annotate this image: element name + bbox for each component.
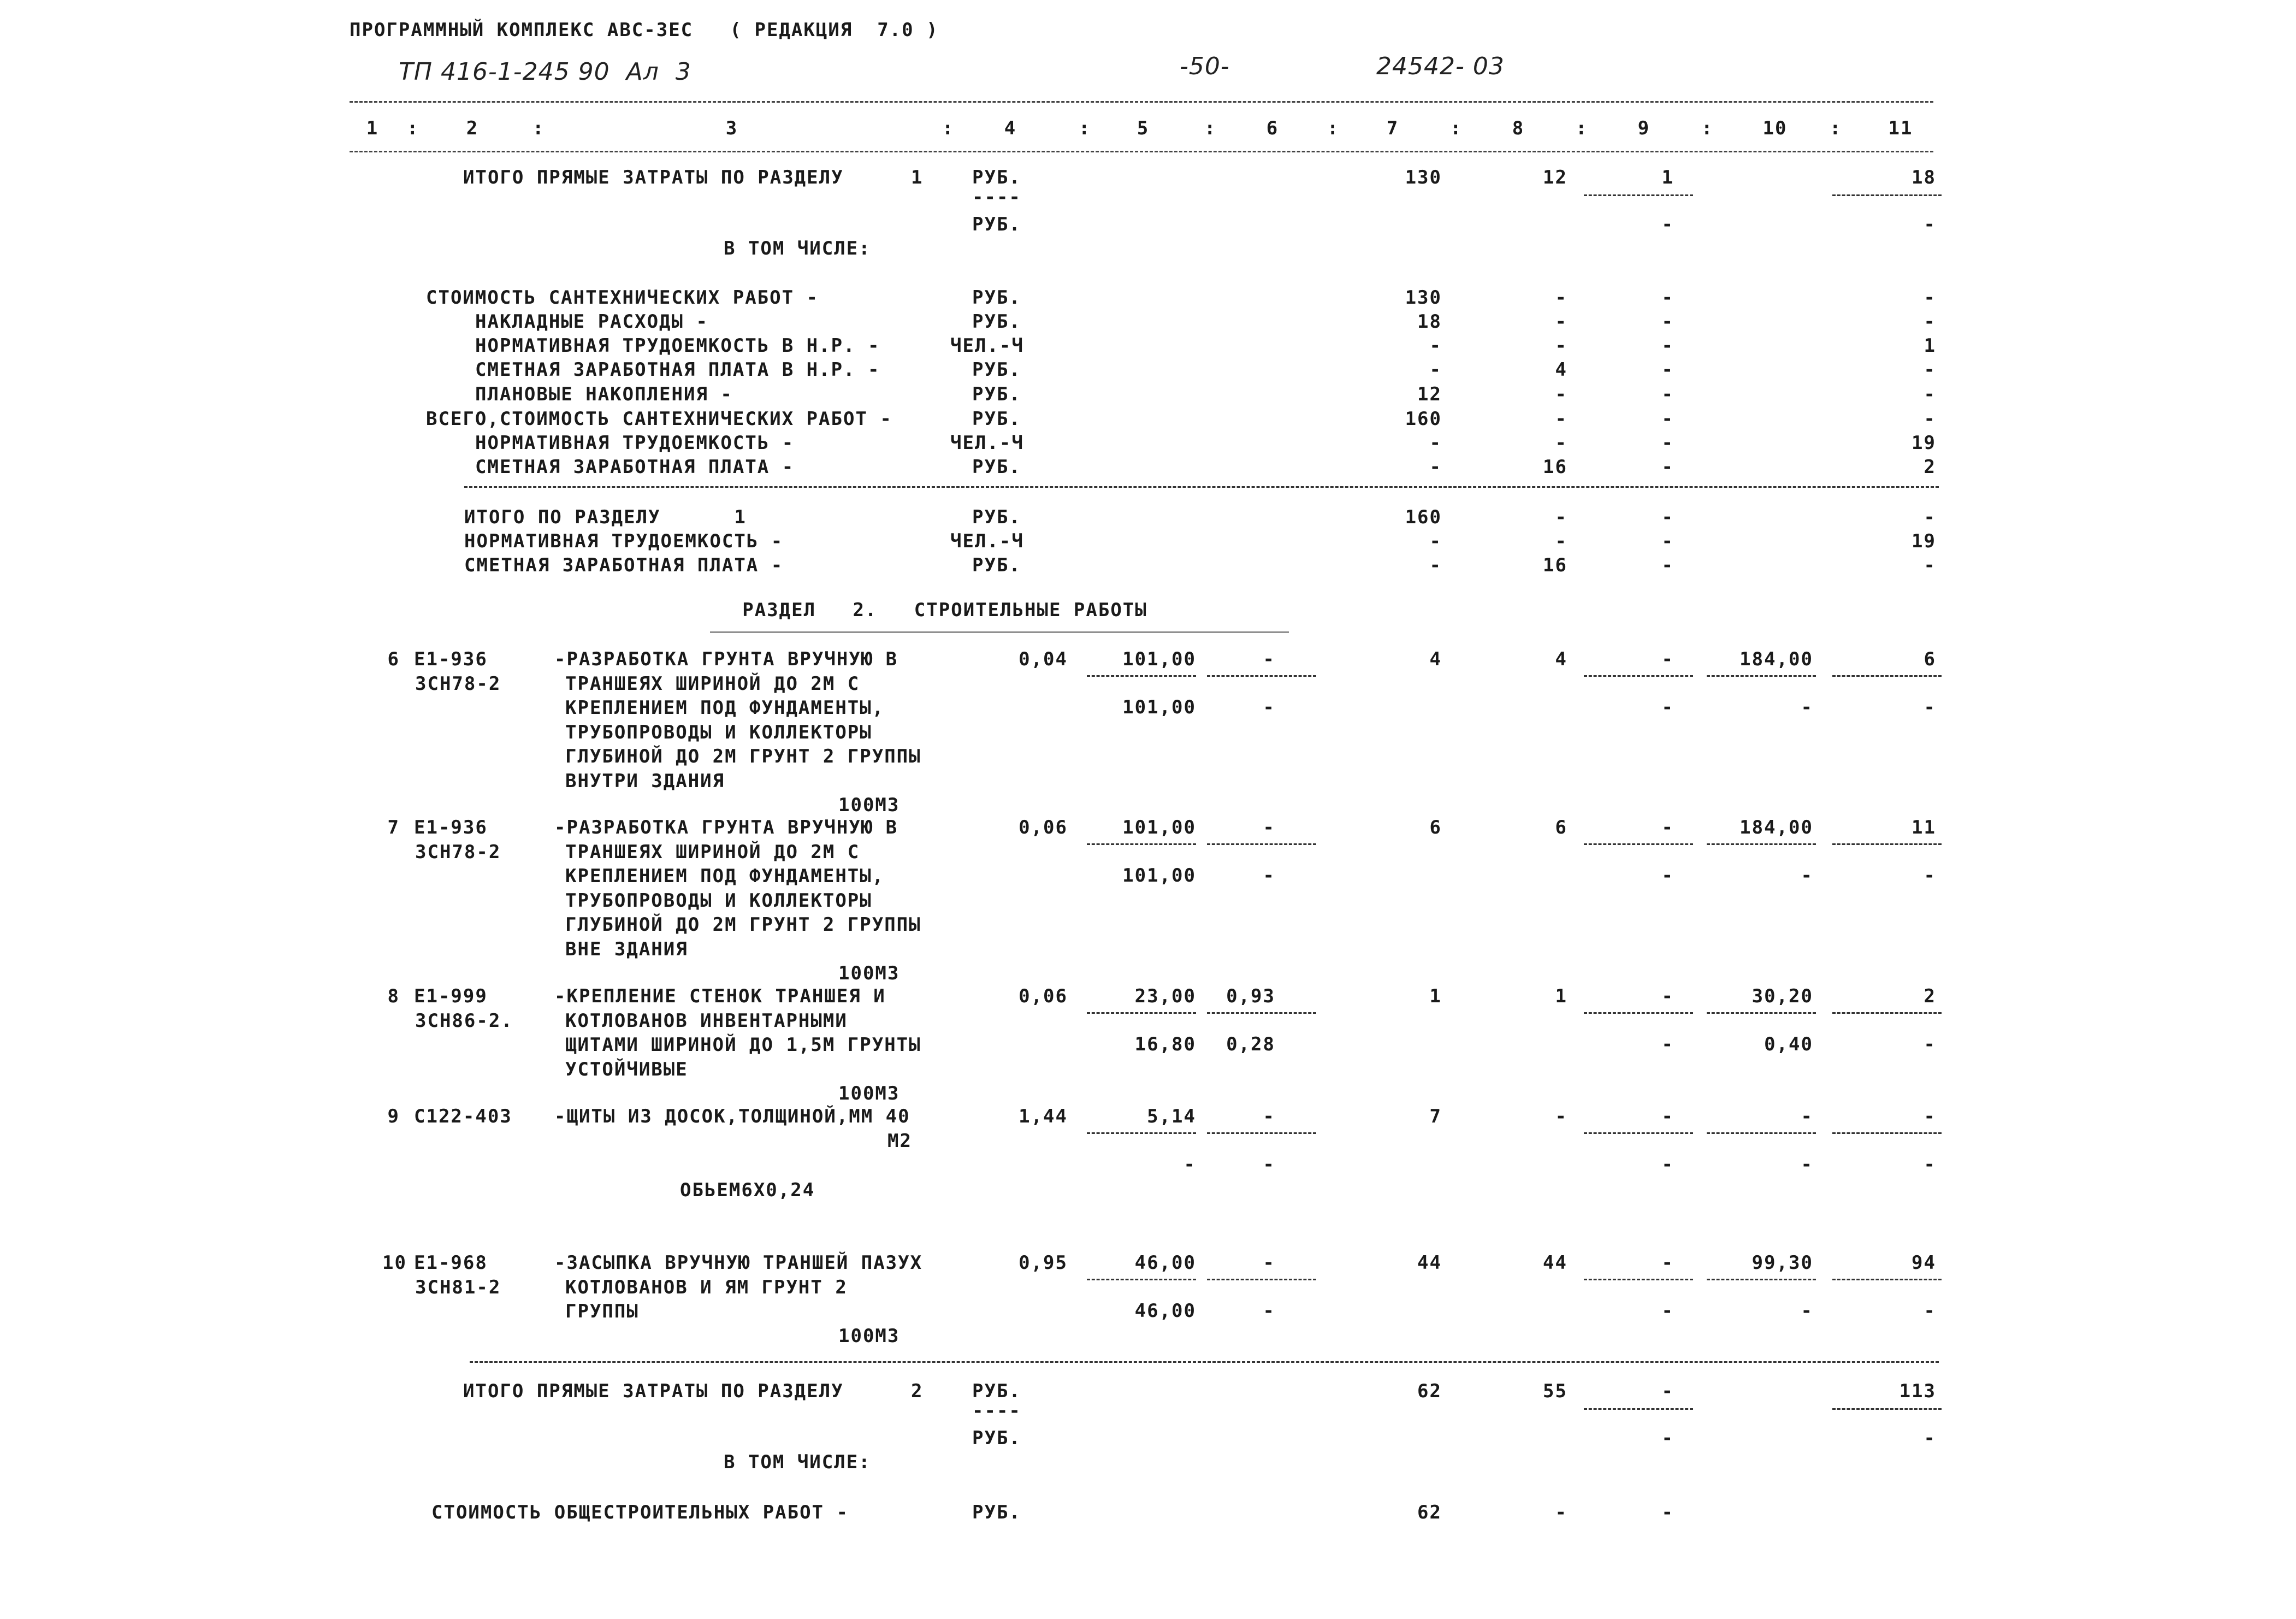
column-header-7: 7 (1386, 117, 1399, 139)
table-top-rule (350, 101, 1933, 103)
section1-total-col7: 130 (1405, 167, 1442, 188)
section1-total-col11-secondary: - (1924, 214, 1936, 235)
section2-row-col6-rule (1207, 1012, 1316, 1014)
section2-row-col6: - (1263, 817, 1275, 838)
section2-row-code2: ЗСН86-2. (415, 1009, 513, 1032)
section2-row-description-line: ГЛУБИНОЙ ДО 2М ГРУНТ 2 ГРУППЫ (565, 746, 921, 767)
section1-item-col8: 16 (1543, 456, 1567, 478)
section2-row-col6: - (1263, 1252, 1275, 1274)
section1-item-label: ПЛАНОВЫЕ НАКОПЛЕНИЯ - (475, 383, 733, 405)
section2-row-col9-rule (1584, 675, 1693, 677)
section2-row-description-line: КОТЛОВАНОВ ИНВЕНТАРНЫМИ (565, 1009, 848, 1032)
column-header-6: 6 (1266, 117, 1279, 139)
section2-row-code: Е1-936 (414, 817, 488, 838)
section2-row-col10-rule (1707, 1012, 1816, 1014)
doc-number: 24542- 03 (1376, 52, 1505, 80)
section2-row-col8: 4 (1555, 648, 1567, 670)
section2-row-col6-rule (1207, 843, 1316, 845)
section2-row-col5-secondary: 101,00 (1122, 865, 1196, 887)
section2-row-col9-rule (1584, 843, 1693, 845)
section2-row-unit: М2 (887, 1130, 912, 1152)
section2-row-col7: 7 (1429, 1106, 1442, 1127)
section2-row-col9: - (1661, 1252, 1674, 1274)
section1-total-col9: 1 (1661, 167, 1674, 188)
section1-item-unit: ЧЕЛ.-Ч (950, 335, 1024, 357)
section2-row-col8: 44 (1543, 1252, 1567, 1274)
section2-row-col11-rule (1832, 1012, 1942, 1014)
section2-row-col10: 30,20 (1751, 985, 1813, 1007)
section1-item-col11: - (1924, 359, 1936, 381)
section2-total-col11: 113 (1899, 1380, 1936, 1402)
section1-item-label: НАКЛАДНЫЕ РАСХОДЫ - (475, 311, 708, 333)
section1-summary-label: НОРМАТИВНАЯ ТРУДОЕМКОСТЬ - (464, 530, 784, 552)
section2-row-col5-rule (1087, 1012, 1196, 1014)
section1-item-col8: - (1555, 335, 1567, 357)
section2-row-volume-note: ОБЬЕМ6Х0,24 (680, 1179, 815, 1201)
section1-summary-col8: 16 (1543, 554, 1567, 576)
section2-row-col5-rule (1087, 1279, 1196, 1280)
section1-item-col9: - (1661, 432, 1674, 454)
section2-total-direct-section-number: 2 (911, 1380, 924, 1402)
section1-item-col8: - (1555, 432, 1567, 454)
section1-including-label: В ТОМ ЧИСЛЕ: (724, 238, 871, 259)
section2-row-description-line: ТРАНШЕЯХ ШИРИНОЙ ДО 2М С (565, 672, 860, 695)
section2-row-col6-secondary: - (1263, 696, 1275, 718)
section2-item-col7: 62 (1417, 1502, 1442, 1523)
section2-row-code: Е1-999 (414, 985, 488, 1007)
section1-summary-col9: - (1661, 554, 1674, 576)
column-separator: : (1576, 117, 1588, 139)
section2-row-col6: 0,93 (1226, 985, 1275, 1007)
section2-row-code2: ЗСН81-2 (415, 1276, 501, 1298)
section1-summary-col9: - (1661, 506, 1674, 528)
section2-row-col8: 6 (1555, 817, 1567, 838)
section1-summary-unit: РУБ. (972, 506, 1021, 528)
section1-summary-label: СМЕТНАЯ ЗАРАБОТНАЯ ПЛАТА - (464, 554, 784, 576)
section2-row-col10-secondary: - (1801, 696, 1813, 718)
section2-row-col6-rule (1207, 1279, 1316, 1280)
section1-summary-rule (464, 486, 1939, 488)
section2-row-col7: 6 (1429, 817, 1442, 838)
column-separator: : (532, 117, 545, 139)
section2-row-col11: - (1924, 1106, 1936, 1127)
section2-row-col4: 0,06 (1019, 985, 1068, 1007)
section2-row-col5-secondary: 101,00 (1122, 696, 1196, 718)
section2-item-col8: - (1555, 1502, 1567, 1523)
section2-row-col11-secondary: - (1924, 1154, 1936, 1175)
section1-col9-rule (1584, 194, 1693, 196)
section2-row-col8: 1 (1555, 985, 1567, 1007)
column-header-9: 9 (1637, 117, 1650, 139)
column-header-4: 4 (1004, 117, 1017, 139)
section2-row-col7: 4 (1429, 648, 1442, 670)
section1-item-unit: ЧЕЛ.-Ч (950, 432, 1024, 454)
section1-item-col9: - (1661, 287, 1674, 309)
section2-row-description-line: КОТЛОВАНОВ И ЯМ ГРУНТ 2 (565, 1276, 848, 1298)
section2-row-description-line: ГРУППЫ (565, 1301, 639, 1322)
section1-item-col11: 19 (1912, 432, 1936, 454)
section2-row-unit: 100М3 (838, 794, 900, 816)
section2-total-unit: РУБ. (972, 1380, 1021, 1402)
section2-row-col10-rule (1707, 843, 1816, 845)
section1-item-unit: РУБ. (972, 408, 1021, 430)
section1-total-unit-underline: ---- (972, 186, 1021, 208)
section2-row-col4: 0,04 (1019, 648, 1068, 670)
section2-row-description-line: ТРАНШЕЯХ ШИРИНОЙ ДО 2М С (565, 841, 860, 863)
section1-summary-col7: - (1429, 554, 1442, 576)
section2-row-number: 10 (382, 1252, 407, 1274)
section2-row-col11-secondary: - (1924, 1300, 1936, 1322)
section2-total-unit-underline: ---- (972, 1400, 1021, 1422)
section2-row-col9: - (1661, 648, 1674, 670)
section2-row-col9: - (1661, 817, 1674, 838)
section2-summary-rule (470, 1361, 1939, 1363)
section1-item-col7: - (1429, 359, 1442, 381)
section1-item-col8: - (1555, 408, 1567, 430)
section2-row-code2: ЗСН78-2 (415, 841, 501, 863)
section2-row-col4: 0,06 (1019, 817, 1068, 838)
column-separator: : (407, 117, 419, 139)
section2-row-col7: 44 (1417, 1252, 1442, 1274)
section2-row-col11: 94 (1912, 1252, 1936, 1274)
section2-row-col11: 11 (1912, 817, 1936, 838)
section2-row-description-line: ВНУТРИ ЗДАНИЯ (565, 770, 725, 792)
section2-row-number: 9 (387, 1106, 400, 1127)
section2-row-col5: 46,00 (1134, 1252, 1196, 1274)
section2-row-col11-secondary: - (1924, 1033, 1936, 1055)
section2-col9-rule (1584, 1408, 1693, 1410)
section1-summary-col7: 160 (1405, 506, 1442, 528)
section2-row-number: 8 (387, 985, 400, 1007)
section2-row-col5: 5,14 (1147, 1106, 1196, 1127)
section2-row-col8: - (1555, 1106, 1567, 1127)
section2-row-col10: 184,00 (1739, 817, 1813, 838)
section1-item-unit: РУБ. (972, 311, 1021, 333)
section1-item-label: НОРМАТИВНАЯ ТРУДОЕМКОСТЬ - (475, 432, 795, 454)
section1-item-col11: 2 (1924, 456, 1936, 478)
section2-item-label: СТОИМОСТЬ ОБЩЕСТРОИТЕЛЬНЫХ РАБОТ - (431, 1502, 849, 1523)
section2-row-col9-secondary: - (1661, 865, 1674, 887)
section2-row-col5-rule (1087, 1132, 1196, 1134)
section2-row-number: 7 (387, 817, 400, 838)
section2-row-description-line: ТРУБОПРОВОДЫ И КОЛЛЕКТОРЫ (565, 721, 872, 743)
column-header-10: 10 (1762, 117, 1788, 139)
column-header-11: 11 (1888, 117, 1913, 139)
section2-row-description-line: -РАЗРАБОТКА ГРУНТА ВРУЧНУЮ В (554, 817, 898, 838)
section2-including-label: В ТОМ ЧИСЛЕ: (724, 1451, 871, 1473)
section2-row-col9: - (1661, 985, 1674, 1007)
section1-total-col11: 18 (1912, 167, 1936, 188)
section2-row-col10-rule (1707, 675, 1816, 677)
section2-row-col6-secondary: - (1263, 865, 1275, 887)
section2-row-col11-secondary: - (1924, 865, 1936, 887)
section2-row-col10-secondary: - (1801, 865, 1813, 887)
section2-row-description-line: КРЕПЛЕНИЕМ ПОД ФУНДАМЕНТЫ, (565, 865, 885, 887)
section1-item-col9: - (1661, 408, 1674, 430)
section2-row-col9-secondary: - (1661, 1154, 1674, 1175)
doc-code: ТП 416-1-245 90 Ал 3 (399, 58, 691, 86)
column-header-5: 5 (1137, 117, 1150, 139)
section1-total-unit: РУБ. (972, 167, 1021, 188)
column-separator: : (1327, 117, 1340, 139)
section1-total-col8: 12 (1543, 167, 1567, 188)
section1-item-col8: - (1555, 311, 1567, 333)
section2-row-col6-secondary: - (1263, 1300, 1275, 1322)
header-bottom-rule (350, 151, 1933, 152)
section1-item-col7: 12 (1417, 383, 1442, 405)
section2-row-col6-rule (1207, 1132, 1316, 1134)
section2-row-col11: 2 (1924, 985, 1936, 1007)
section2-row-unit: 100М3 (838, 1325, 900, 1347)
section2-row-description-line: КРЕПЛЕНИЕМ ПОД ФУНДАМЕНТЫ, (565, 697, 885, 719)
column-separator: : (1204, 117, 1217, 139)
column-separator: : (1701, 117, 1714, 139)
column-header-1: 1 (366, 117, 379, 139)
section2-row-col10: 184,00 (1739, 648, 1813, 670)
column-header-2: 2 (466, 117, 479, 139)
section2-total-col8: 55 (1543, 1380, 1567, 1402)
section2-row-col11-rule (1832, 675, 1942, 677)
section2-row-col9-rule (1584, 1132, 1693, 1134)
section2-row-col5-rule (1087, 675, 1196, 677)
section1-total-unit-2: РУБ. (972, 214, 1021, 235)
section2-row-col10-rule (1707, 1132, 1816, 1134)
section2-row-description-line: -ЩИТЫ ИЗ ДОСОК,ТОЛЩИНОЙ,ММ 40 (554, 1106, 910, 1127)
section2-row-col9-secondary: - (1661, 1033, 1674, 1055)
section1-item-col8: - (1555, 287, 1567, 309)
section2-row-col5: 101,00 (1122, 648, 1196, 670)
section2-row-col11-rule (1832, 1279, 1942, 1280)
section2-row-col5-secondary: - (1183, 1154, 1196, 1175)
section1-item-col8: - (1555, 383, 1567, 405)
section2-row-code: Е1-936 (414, 648, 488, 670)
section2-row-col10: 99,30 (1751, 1252, 1813, 1274)
column-header-8: 8 (1512, 117, 1525, 139)
section2-row-col6-secondary: 0,28 (1226, 1033, 1275, 1055)
section1-item-label: ВСЕГО,СТОИМОСТЬ САНТЕХНИЧЕСКИХ РАБОТ - (426, 408, 892, 430)
section1-summary-col7: - (1429, 530, 1442, 552)
section2-total-col9-secondary: - (1661, 1427, 1674, 1449)
section1-col11-rule (1832, 194, 1942, 196)
section1-item-col11: - (1924, 311, 1936, 333)
section1-item-unit: РУБ. (972, 383, 1021, 405)
section1-item-col11: 1 (1924, 335, 1936, 357)
section1-summary-label: ИТОГО ПО РАЗДЕЛУ 1 (464, 506, 747, 528)
section1-summary-col8: - (1555, 530, 1567, 552)
section1-item-col11: - (1924, 287, 1936, 309)
section2-row-col11-secondary: - (1924, 696, 1936, 718)
section1-item-label: НОРМАТИВНАЯ ТРУДОЕМКОСТЬ В Н.Р. - (475, 335, 880, 357)
section2-row-col9-secondary: - (1661, 1300, 1674, 1322)
section1-item-col11: - (1924, 383, 1936, 405)
section2-row-code2: ЗСН78-2 (415, 672, 501, 695)
section2-row-col7: 1 (1429, 985, 1442, 1007)
section2-row-col5: 101,00 (1122, 817, 1196, 838)
section2-col11-rule (1832, 1408, 1942, 1410)
section2-row-col10-secondary: 0,40 (1764, 1033, 1813, 1055)
column-separator: : (1079, 117, 1091, 139)
section2-row-col9-rule (1584, 1012, 1693, 1014)
section-2-title: РАЗДЕЛ 2. СТРОИТЕЛЬНЫЕ РАБОТЫ (742, 599, 1147, 621)
section2-total-direct-label: ИТОГО ПРЯМЫЕ ЗАТРАТЫ ПО РАЗДЕЛУ (463, 1380, 844, 1402)
column-separator: : (1830, 117, 1842, 139)
section1-item-unit: РУБ. (972, 359, 1021, 381)
section1-summary-col11: 19 (1912, 530, 1936, 552)
program-header: ПРОГРАММНЫЙ КОМПЛЕКС АВС-3ЕС ( РЕДАКЦИЯ 7.0 ) (350, 19, 939, 41)
section2-row-col6: - (1263, 648, 1275, 670)
column-header-3: 3 (725, 117, 738, 139)
section1-item-label: СМЕТНАЯ ЗАРАБОТНАЯ ПЛАТА В Н.Р. - (475, 359, 880, 381)
section1-item-label: СМЕТНАЯ ЗАРАБОТНАЯ ПЛАТА - (475, 456, 795, 478)
section2-row-col11: 6 (1924, 648, 1936, 670)
section2-total-col9: - (1661, 1380, 1674, 1402)
page-number: -50- (1180, 52, 1230, 80)
section1-item-col7: - (1429, 456, 1442, 478)
section2-row-code: Е1-968 (414, 1252, 488, 1274)
section-2-title-underline (710, 631, 1289, 634)
section2-row-description-line: ТРУБОПРОВОДЫ И КОЛЛЕКТОРЫ (565, 889, 872, 912)
section2-row-unit: 100М3 (838, 962, 900, 984)
section2-row-unit: 100М3 (838, 1083, 900, 1104)
section2-row-code: С122-403 (414, 1106, 512, 1127)
section1-summary-col11: - (1924, 506, 1936, 528)
section1-item-col7: 18 (1417, 311, 1442, 333)
section1-summary-col8: - (1555, 506, 1567, 528)
section2-row-col5-rule (1087, 843, 1196, 845)
section1-item-col9: - (1661, 335, 1674, 357)
section2-row-col5-secondary: 16,80 (1134, 1033, 1196, 1055)
section1-summary-unit: ЧЕЛ.-Ч (950, 530, 1024, 552)
section2-row-col6: - (1263, 1106, 1275, 1127)
section1-total-col9-secondary: - (1661, 214, 1674, 235)
section2-row-col5-secondary: 46,00 (1134, 1300, 1196, 1322)
section1-item-col9: - (1661, 383, 1674, 405)
section1-item-col7: 160 (1405, 408, 1442, 430)
section1-item-col9: - (1661, 456, 1674, 478)
section1-item-col11: - (1924, 408, 1936, 430)
section2-row-col9: - (1661, 1106, 1674, 1127)
section2-row-col10-secondary: - (1801, 1154, 1813, 1175)
section2-total-col7: 62 (1417, 1380, 1442, 1402)
column-separator: : (1450, 117, 1463, 139)
section1-item-col7: - (1429, 432, 1442, 454)
section2-row-col5: 23,00 (1134, 985, 1196, 1007)
section1-item-col8: 4 (1555, 359, 1567, 381)
section2-row-col6-rule (1207, 675, 1316, 677)
section2-row-col11-rule (1832, 1132, 1942, 1134)
section2-item-col9: - (1661, 1502, 1674, 1523)
column-separator: : (942, 117, 955, 139)
section1-item-col9: - (1661, 311, 1674, 333)
section2-row-col10: - (1801, 1106, 1813, 1127)
section2-row-number: 6 (387, 648, 400, 670)
section2-row-description-line: -РАЗРАБОТКА ГРУНТА ВРУЧНУЮ В (554, 648, 898, 670)
section1-item-col9: - (1661, 359, 1674, 381)
section2-row-col9-secondary: - (1661, 696, 1674, 718)
section2-row-col4: 1,44 (1019, 1106, 1068, 1127)
section1-item-col7: - (1429, 335, 1442, 357)
section2-row-description-line: ГЛУБИНОЙ ДО 2М ГРУНТ 2 ГРУППЫ (565, 914, 921, 936)
section2-row-description-line: УСТОЙЧИВЫЕ (565, 1058, 688, 1080)
section1-item-col7: 130 (1405, 287, 1442, 309)
section2-total-col11-secondary: - (1924, 1427, 1936, 1449)
section2-row-description-line: ЩИТАМИ ШИРИНОЙ ДО 1,5М ГРУНТЫ (565, 1034, 921, 1056)
section2-total-unit-2: РУБ. (972, 1427, 1021, 1449)
section2-row-col10-rule (1707, 1279, 1816, 1280)
section1-total-direct-label: ИТОГО ПРЯМЫЕ ЗАТРАТЫ ПО РАЗДЕЛУ (463, 167, 844, 188)
section1-summary-col11: - (1924, 554, 1936, 576)
section2-item-unit: РУБ. (972, 1502, 1021, 1523)
section2-row-col9-rule (1584, 1279, 1693, 1280)
section1-item-unit: РУБ. (972, 456, 1021, 478)
section2-row-col6-secondary: - (1263, 1154, 1275, 1175)
section2-row-description-line: -ЗАСЫПКА ВРУЧНУЮ ТРАНШЕЙ ПАЗУХ (554, 1252, 923, 1274)
section1-total-direct-section-number: 1 (911, 167, 924, 188)
section1-item-unit: РУБ. (972, 287, 1021, 309)
section1-item-label: СТОИМОСТЬ САНТЕХНИЧЕСКИХ РАБОТ - (426, 287, 819, 309)
section2-row-description-line: ВНЕ ЗДАНИЯ (565, 938, 688, 960)
section1-summary-col9: - (1661, 530, 1674, 552)
section2-row-col10-secondary: - (1801, 1300, 1813, 1322)
section2-row-description-line: -КРЕПЛЕНИЕ СТЕНОК ТРАНШЕЯ И (554, 985, 886, 1007)
section2-row-col11-rule (1832, 843, 1942, 845)
section1-summary-unit: РУБ. (972, 554, 1021, 576)
section2-row-col4: 0,95 (1019, 1252, 1068, 1274)
